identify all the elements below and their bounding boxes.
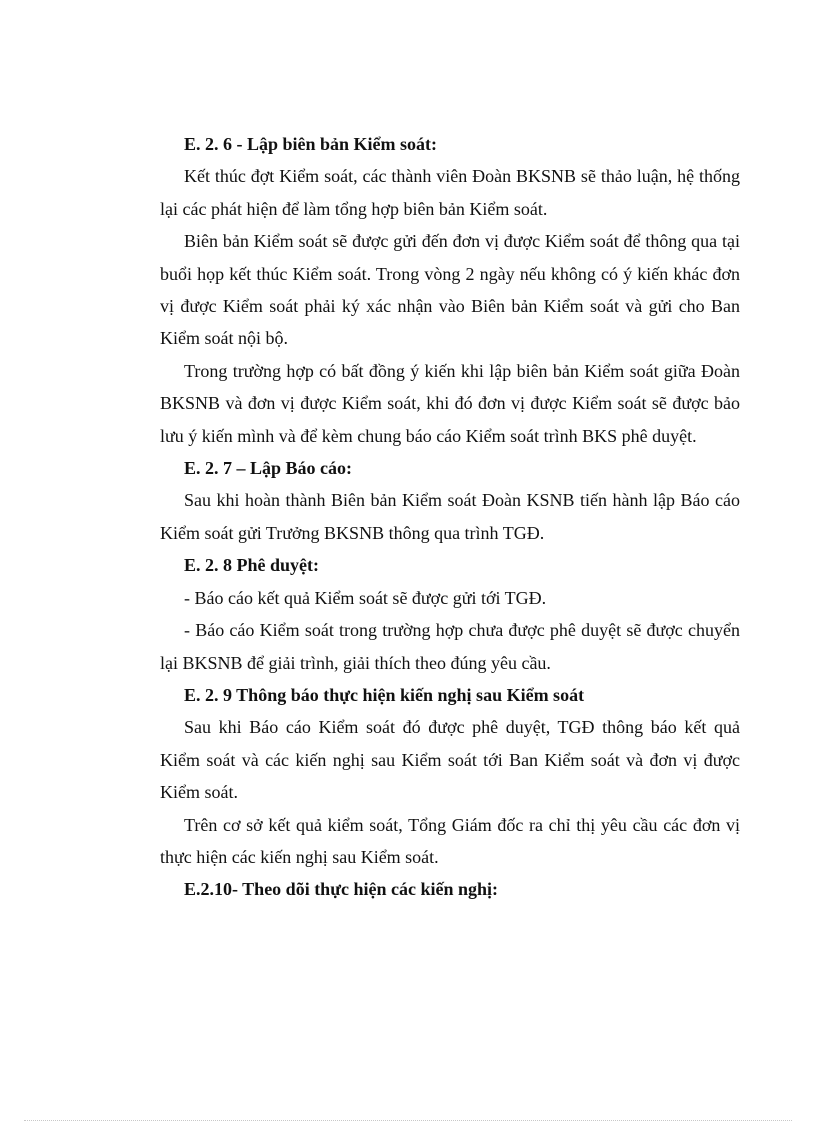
- section-heading-e29: E. 2. 9 Thông báo thực hiện kiến nghị sau Kiểm soát: [184, 684, 585, 705]
- section-heading-e27: E. 2. 7 – Lập Báo cáo:: [184, 458, 353, 479]
- paragraph: Sau khi hoàn thành Biên bản Kiểm soát Đoàn KSNB tiến hành lập Báo cáo Kiểm soát gửi Trưởng BKSNB thông qua trình TGĐ.: [160, 490, 740, 543]
- paragraph: Trên cơ sở kết quả kiểm soát, Tổng Giám đốc ra chỉ thị yêu cầu các đơn vị thực hiện các kiến nghị sau Kiểm soát.: [160, 814, 740, 867]
- bullet-item: - Báo cáo Kiểm soát trong trường hợp chưa được phê duyệt sẽ được chuyển lại BKSNB để giải trình, giải thích theo đúng yêu cầu.: [160, 620, 740, 673]
- section-heading-e210: E.2.10- Theo dõi thực hiện các kiến nghị:: [184, 879, 499, 900]
- paragraph: Sau khi Báo cáo Kiểm soát đó được phê duyệt, TGĐ thông báo kết quả Kiểm soát và các kiến nghị sau Kiểm soát tới Ban Kiểm soát và đơn vị được Kiểm soát.: [160, 717, 740, 803]
- bullet-item: - Báo cáo kết quả Kiểm soát sẽ được gửi tới TGĐ.: [184, 587, 547, 608]
- section-heading-e28: E. 2. 8 Phê duyệt:: [184, 555, 319, 576]
- paragraph: Trong trường hợp có bất đồng ý kiến khi lập biên bản Kiểm soát giữa Đoàn BKSNB và đơn vị được Kiểm soát, khi đó đơn vị được Kiểm soát sẽ được bảo lưu ý kiến mình và để kèm chung báo cáo Kiểm soát trình BKS phê duyệt.: [160, 360, 740, 446]
- page-bottom-rule: [24, 1120, 792, 1121]
- paragraph: Kết thúc đợt Kiểm soát, các thành viên Đoàn BKSNB sẽ thảo luận, hệ thống lại các phát hiện để làm tổng hợp biên bản Kiểm soát.: [160, 166, 740, 219]
- paragraph: Biên bản Kiểm soát sẽ được gửi đến đơn vị được Kiểm soát để thông qua tại buổi họp kết thúc Kiểm soát. Trong vòng 2 ngày nếu không có ý kiến khác đơn vị được Kiểm soát phải ký xác nhận vào Biên bản Kiểm soát và gửi cho Ban Kiểm soát nội bộ.: [160, 231, 740, 349]
- document-body: [160, 128, 740, 906]
- section-heading-e26: E. 2. 6 - Lập biên bản Kiểm soát:: [184, 134, 438, 154]
